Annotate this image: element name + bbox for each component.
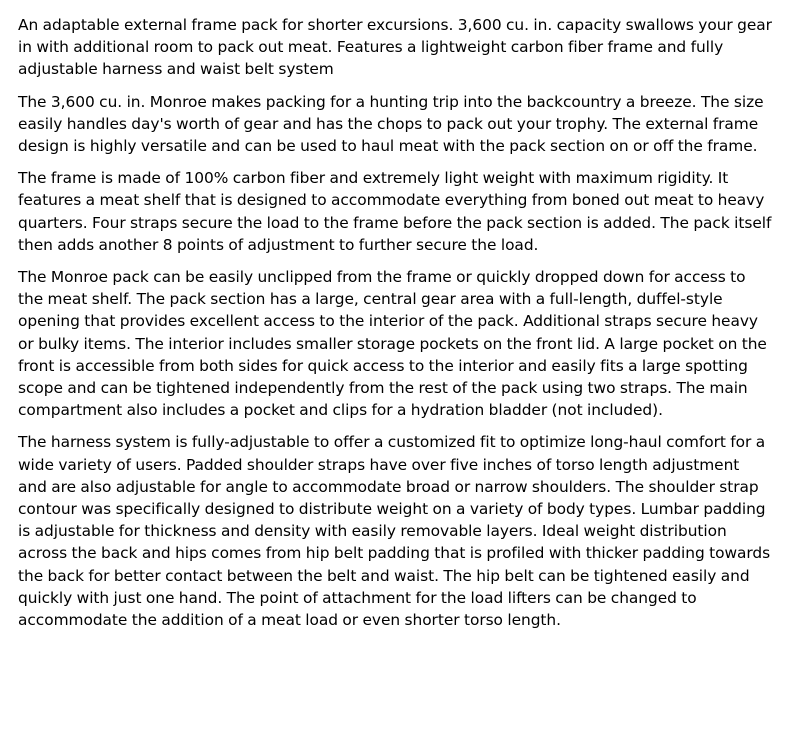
pack-section-paragraph: The Monroe pack can be easily unclipped from the frame or quickly dropped down for access to the meat shelf. The pack section has a large, central gear area with a full-length, duffel-style opening that provides excellent access to the interior of the pack. Additional straps secure heavy or bulky items. The interior includes smaller storage pockets on the front lid. A large pocket on the front is accessible from both sides for quick access to the interior and easily fits a large spotting scope and can be tightened independently from the rest of the pack using two straps. The main compartment also includes a pocket and clips for a hydration bladder (not included). — [18, 268, 767, 420]
harness-paragraph: The harness system is fully-adjustable to offer a customized fit to optimize long-haul comfort for a wide variety of users. Padded shoulder straps have over five inches of torso length adjustment and are also adjustable for angle to accommodate broad or narrow shoulders. The shoulder strap contour was specifically designed to distribute weight on a variety of body types. Lumbar padding is adjustable for thickness and density with easily removable layers. Ideal weight distribution across the back and hips comes from hip belt padding that is profiled with thicker padding towards the back for better contact between the belt and waist. The hip belt can be tightened easily and quickly with just one hand. The point of attachment for the load lifters can be changed to accommodate the addition of a meat load or even shorter torso length. — [18, 433, 771, 630]
intro-paragraph: An adaptable external frame pack for shorter excursions. 3,600 cu. in. capacity swallows your gear in with additional room to pack out meat. Features a lightweight carbon fiber frame and fully adjustable harness and waist belt system — [18, 16, 772, 79]
overview-paragraph: The 3,600 cu. in. Monroe makes packing for a hunting trip into the backcountry a breeze. The size easily handles day's worth of gear and has the chops to pack out your trophy. The external frame design is highly versatile and can be used to haul meat with the pack section on or off the frame. — [18, 92, 764, 156]
frame-paragraph: The frame is made of 100% carbon fiber and extremely light weight with maximum rigidity. It features a meat shelf that is designed to accommodate everything from boned out meat to heavy quarters. Four straps secure the load to the frame before the pack section is added. The pack itself then adds another 8 points of adjustment to further secure the load. — [18, 169, 772, 254]
